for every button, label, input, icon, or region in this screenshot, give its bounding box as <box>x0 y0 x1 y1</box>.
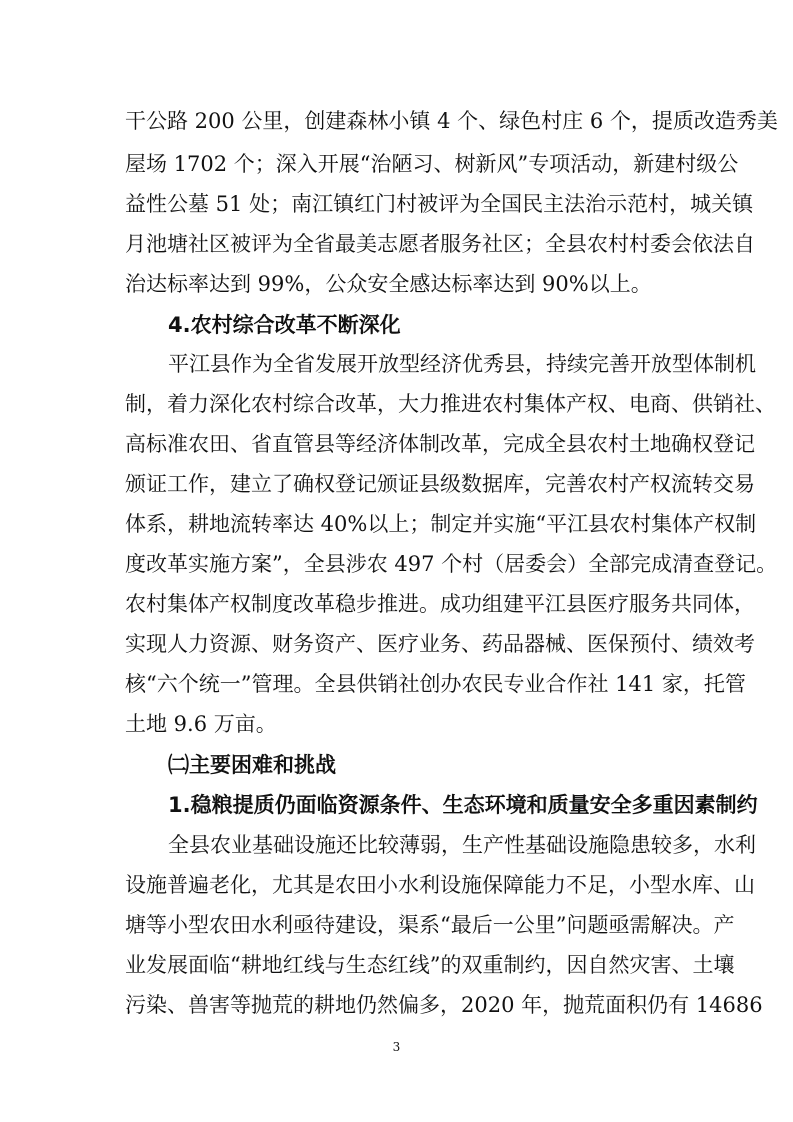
paragraph-line: 土地 9.6 万亩。 <box>125 712 277 736</box>
paragraph-line: 实现人力资源、财务资产、医疗业务、药品器械、医保预付、绩效考 <box>125 632 755 656</box>
paragraph-line: 益性公墓 51 处；南江镇红门村被评为全国民主法治示范村，城关镇 <box>125 192 754 216</box>
paragraph-line: 高标准农田、省直管县等经济体制改革，完成全县农村土地确权登记 <box>125 432 755 456</box>
paragraph-line: 农村集体产权制度改革稳步推进。成功组建平江县医疗服务共同体， <box>125 592 755 616</box>
subsection-heading: 1.稳粮提质仍面临资源条件、生态环境和质量安全多重因素制约 <box>168 793 758 817</box>
section-heading: 4.农村综合改革不断深化 <box>168 313 401 337</box>
paragraph-line: 颁证工作，建立了确权登记颁证县级数据库，完善农村产权流转交易 <box>125 472 755 496</box>
paragraph-line: 干公路 200 公里，创建森林小镇 4 个、绿色村庄 6 个，提质改造秀美 <box>125 109 778 133</box>
paragraph-line: 制，着力深化农村综合改革，大力推进农村集体产权、电商、供销社、 <box>125 392 776 416</box>
page-number: 3 <box>392 1040 401 1054</box>
paragraph-line: 塘等小型农田水利亟待建设，渠系“最后一公里”问题亟需解决。产 <box>125 913 735 937</box>
paragraph-line: 业发展面临“耕地红线与生态红线”的双重制约，因自然灾害、土壤 <box>125 953 735 977</box>
paragraph-line: 屋场 1702 个；深入开展“治陋习、树新风”专项活动，新建村级公 <box>125 152 739 176</box>
paragraph-line: 体系，耕地流转率达 40%以上；制定并实施“平江县农村集体产权制 <box>125 512 757 536</box>
paragraph-line: 度改革实施方案”，全县涉农 497 个村（居委会）全部完成清查登记。 <box>125 552 778 576</box>
paragraph-line: 月池塘社区被评为全省最美志愿者服务社区；全县农村村委会依法自 <box>125 232 755 256</box>
paragraph-line: 设施普遍老化，尤其是农田小水利设施保障能力不足，小型水库、山 <box>125 873 755 897</box>
paragraph-line: 全县农业基础设施还比较薄弱，生产性基础设施隐患较多，水利 <box>168 833 756 857</box>
paragraph-line: 治达标率达到 99%，公众安全感达标率达到 90%以上。 <box>125 272 652 296</box>
paragraph-line: 平江县作为全省发展开放型经济优秀县，持续完善开放型体制机 <box>168 352 756 376</box>
section-heading: ㈡主要困难和挑战 <box>168 753 336 777</box>
paragraph-line: 污染、兽害等抛荒的耕地仍然偏多，2020 年，抛荒面积仍有 14686 <box>125 993 763 1017</box>
paragraph-line: 核“六个统一”管理。全县供销社创办农民专业合作社 141 家，托管 <box>125 672 746 696</box>
